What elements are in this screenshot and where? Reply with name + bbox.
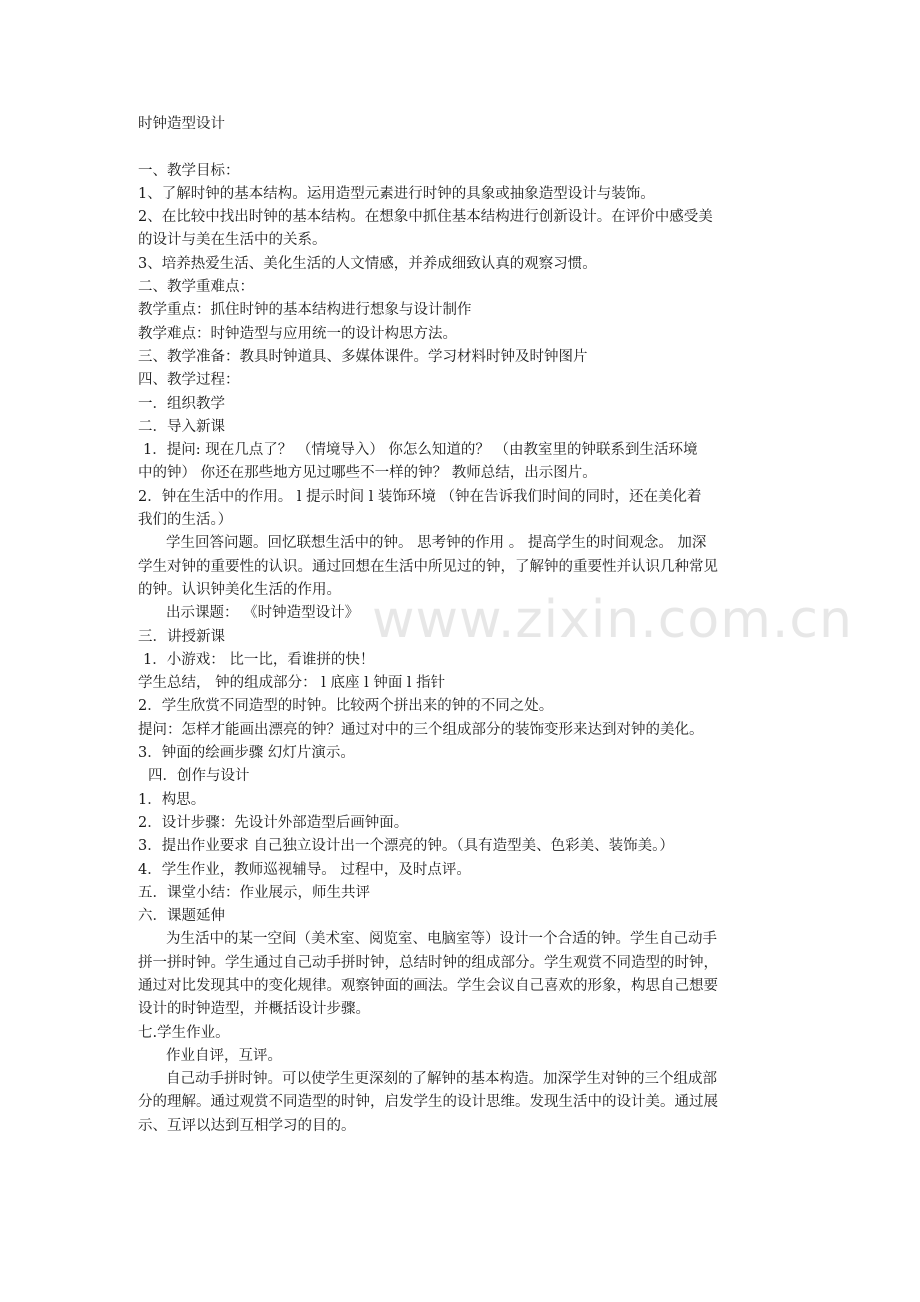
text-line: 4．学生作业，教师巡视辅导。 过程中，及时点评。 xyxy=(138,861,471,878)
text-line: 七.学生作业。 xyxy=(138,1024,230,1041)
text-line: 3．钟面的绘画步骤 幻灯片演示。 xyxy=(138,745,355,762)
text-line: 学生回答问题。回忆联想生活中的钟。 思考钟的作用 。 提高学生的时间观念。 加深 xyxy=(166,535,707,552)
text-line: 1、了解时钟的基本结构。运用造型元素进行时钟的具象或抽象造型设计与装饰。 xyxy=(138,185,655,202)
text-line: 2．设计步骤：先设计外部造型后画钟面。 xyxy=(138,814,409,831)
text-line: 的钟。认识钟美化生活的作用。 xyxy=(138,581,341,598)
text-line: 一、教学目标： xyxy=(138,162,240,179)
text-line: 六．课题延伸 xyxy=(138,908,225,925)
text-line: 2、在比较中找出时钟的基本结构。在想象中抓住基本结构进行创新设计。在评价中感受美 xyxy=(138,209,713,226)
text-line: 示、互评以达到互相学习的目的。 xyxy=(138,1117,356,1134)
text-line: 二、教学重难点： xyxy=(138,279,254,296)
text-line: 3、培养热爱生活、美化生活的人文情感，并养成细致认真的观察习惯。 xyxy=(138,255,597,272)
text-line: 的设计与美在生活中的关系。 xyxy=(138,232,327,249)
text-line: 1．小游戏： 比一比，看谁拼的快！ xyxy=(143,651,375,668)
text-line: 通过对比发现其中的变化规律。观察钟面的画法。学生会议自己喜欢的形象，构思自己想要 xyxy=(138,977,718,994)
text-line: 拼一拼时钟。学生通过自己动手拼时钟，总结时钟的组成部分。学生观赏不同造型的时钟， xyxy=(138,954,718,971)
text-line: 教学难点：时钟造型与应用统一的设计构思方法。 xyxy=(138,325,457,342)
text-line: 分的理解。通过观赏不同造型的时钟，启发学生的设计思维。发现生活中的设计美。通过展 xyxy=(138,1094,718,1111)
text-line: 四、教学过程： xyxy=(138,372,240,389)
blank-line xyxy=(138,136,788,159)
text-line: 五．课堂小结：作业展示，师生共评 xyxy=(138,884,370,901)
text-line: 三、教学准备：教具时钟道具、多媒体课件。学习材料时钟及时钟图片 xyxy=(138,348,588,365)
text-line: 教学重点：抓住时钟的基本结构进行想象与设计制作 xyxy=(138,302,472,319)
text-line: 1．构思。 xyxy=(138,791,206,808)
text-line: 提问：怎样才能画出漂亮的钟？通过对中的三个组成部分的装饰变形来达到对钟的美化。 xyxy=(138,721,704,738)
watermark: www.zixin.com.cn xyxy=(372,590,853,650)
text-line: 为生活中的某一空间（美术室、阅览室、电脑室等）设计一个合适的钟。学生自己动手 xyxy=(166,931,717,948)
text-line: 我们的生活。） xyxy=(138,512,233,529)
document-title: 时钟造型设计 xyxy=(138,116,225,132)
text-line: 四．创作与设计 xyxy=(148,768,250,785)
text-line: 3．提出作业要求 自己独立设计出一个漂亮的钟。（具有造型美、色彩美、装饰美。） xyxy=(138,838,674,855)
text-line: 2．钟在生活中的作用。 l 提示时间 l 装饰环境 （钟在告诉我们时间的同时，还在美化着 xyxy=(138,488,702,505)
text-line: 设计的时钟造型，并概括设计步骤。 xyxy=(138,1001,370,1018)
text-line: 一．组织教学 xyxy=(138,395,225,412)
text-line: 1．提问: 现在几点了？ （情境导入） 你怎么知道的？ （由教室里的钟联系到生活环境 xyxy=(143,442,698,459)
text-line: 中的钟） 你还在那些地方见过哪些不一样的钟？ 教师总结，出示图片。 xyxy=(138,465,597,482)
text-line: 作业自评，互评。 xyxy=(166,1047,282,1064)
text-line: 出示课题： 《时钟造型设计》 xyxy=(166,605,360,622)
text-line: 学生对钟的重要性的认识。通过回想在生活中所见过的钟，了解钟的重要性并认识几种常见 xyxy=(138,558,718,575)
document-page xyxy=(138,113,788,1138)
text-line: 2．学生欣赏不同造型的时钟。比较两个拼出来的钟的不同之处。 xyxy=(138,698,554,715)
text-line: 二．导入新课 xyxy=(138,418,225,435)
text-line: 三．讲授新课 xyxy=(138,628,225,645)
text-line: 学生总结， 钟的组成部分： l 底座 l 钟面 l 指针 xyxy=(138,675,446,692)
text-line: 自己动手拼时钟。可以使学生更深刻的了解钟的基本构造。加深学生对钟的三个组成部 xyxy=(166,1071,717,1088)
